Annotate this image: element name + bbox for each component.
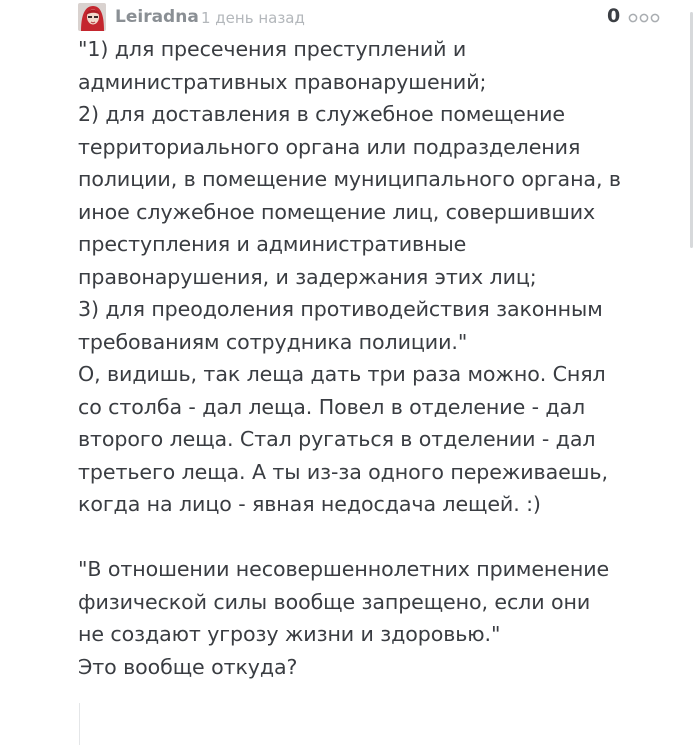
comment-line: физической силы вообще запрещено, если они: [78, 589, 591, 614]
comment-author[interactable]: Leiradna: [115, 7, 199, 27]
comment-line: иное служебное помещение лиц, совершивших: [78, 199, 596, 224]
comment-line: О, видишь, так леща дать три раза можно. Снял: [78, 362, 606, 386]
comment-line: территориального органа или подразделения: [78, 134, 581, 159]
scrollbar[interactable]: [690, 12, 693, 248]
comment-body: [78, 33, 690, 683]
comment-line: Это вообще откуда?: [78, 654, 298, 679]
comment-line: третьего леща. А ты из-за одного переживаешь,: [78, 459, 608, 484]
comment-line: правонарушения, и задержания этих лиц;: [78, 264, 537, 289]
comment-header: [78, 2, 690, 32]
comment-paragraph-1: [78, 33, 690, 521]
comment-paragraph-2: [78, 553, 690, 683]
comment-line: не создают угрозу жизни и здоровью.": [78, 622, 501, 646]
comment-line: 3) для преодоления противодействия законным: [78, 297, 603, 321]
paragraph-gap: [78, 521, 690, 554]
comment-line: "В отношении несовершеннолетних применение: [78, 557, 610, 581]
comment-line: когда на лицо - явная недосдача лещей. :): [78, 492, 541, 516]
comment-line: 2) для доставления в служебное помещение: [78, 102, 565, 126]
thread-line[interactable]: [79, 703, 80, 745]
comment-line: административных правонарушений;: [78, 69, 487, 94]
more-options-icon[interactable]: [624, 11, 664, 25]
comment-line: со столба - дал леща. Повел в отделение - дал: [78, 394, 586, 419]
comment-line: преступления и административные: [78, 232, 467, 256]
comment-time[interactable]: 1 день назад: [201, 9, 305, 27]
comment-line: второго леща. Стал ругаться в отделении - дал: [78, 427, 596, 451]
comment-line: "1) для пресечения преступлений и: [78, 37, 467, 61]
avatar[interactable]: [78, 3, 106, 31]
comment-line: полиции, в помещение муниципального органа, в: [78, 167, 621, 191]
comment-rating: 0: [607, 5, 621, 27]
comment-line: требованиям сотрудника полиции.": [78, 329, 468, 354]
user-avatar-icon: [78, 3, 106, 31]
